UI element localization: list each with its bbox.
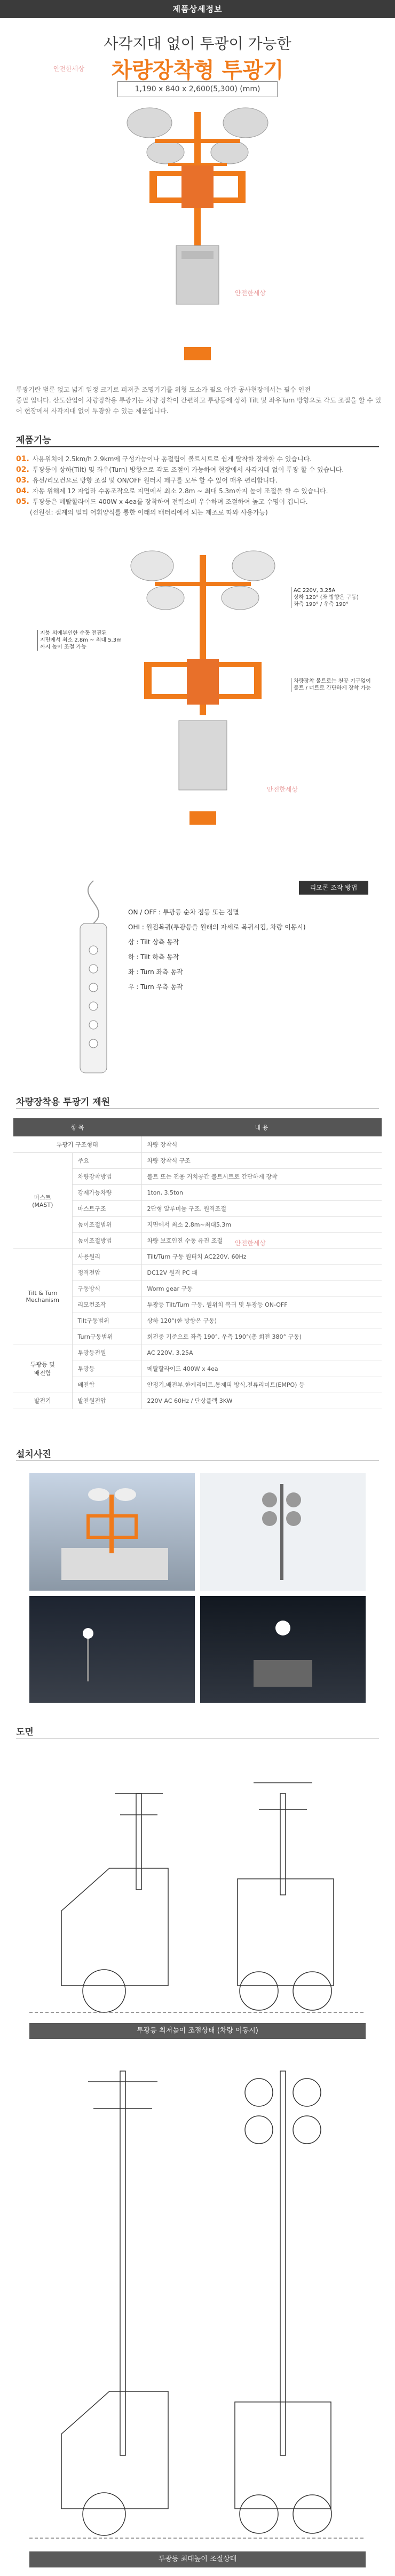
drawing-max-height <box>29 2050 366 2551</box>
divider <box>16 446 379 447</box>
spec-value: Worm gear 구동 <box>141 1281 382 1297</box>
spec-item: Turn구동범위 <box>72 1329 141 1345</box>
watermark: 안전한세상 <box>267 786 298 793</box>
spec-header: 내 용 <box>141 1118 382 1136</box>
spec-item: 발전원전압 <box>72 1393 141 1409</box>
spec-row <box>13 1249 382 1265</box>
spec-header: 항 목 <box>13 1118 141 1136</box>
spec-item: Tilt구동범위 <box>72 1313 141 1329</box>
spec-value: 차량 장착식 구조 <box>141 1152 382 1168</box>
spec-value: 볼트 또는 전용 거치공간 볼트시트로 간단하게 장착 <box>141 1168 382 1184</box>
spec-value: 220V AC 60Hz / 단상플렉 3KW <box>141 1393 382 1409</box>
spec-value: 차량 장착식 <box>141 1136 382 1152</box>
divider <box>16 1108 379 1109</box>
remote-instruction: ON / OFF : 투광등 순차 점등 또는 점멸 <box>128 908 239 916</box>
install-photo <box>29 1596 195 1703</box>
intro-paragraph: 투광기란 벌룬 없고 넓게 일정 크기로 퍼져준 조명기기를 위형 도소가 필요 야간 공사현장에서는 필수 인전 <box>16 386 311 393</box>
watermark: 안전한세상 <box>235 289 266 297</box>
remote-instruction: 상 : Tilt 상측 동작 <box>128 938 179 946</box>
drawing-caption: 투광등 최대높이 조절상태 <box>29 2551 366 2567</box>
callout-mount: 차량장착 볼트로는 천공 기구없이 볼트 / 너트로 간단하게 장착 가능 <box>291 678 387 692</box>
spec-category: 마스트 (MAST) <box>13 1152 72 1249</box>
remote-control-image <box>69 875 117 1078</box>
spec-value: 상하 120°(한 방향은 구동) <box>141 1313 382 1329</box>
feature-item: 03. 유선/리모컨으로 방향 조절 및 ON/OFF 원터치 페구를 모두 할 수 있어 매우 편리합니다. <box>16 476 278 485</box>
spec-value: 회전중 기준으로 좌측 190°, 우측 190°(총 회전 380° 구동) <box>141 1329 382 1345</box>
spec-item: 정격전압 <box>72 1265 141 1281</box>
spec-value: AC 220V, 3.25A <box>141 1345 382 1361</box>
feature-item: 01. 사용위치에 2.5km/h 2.9km에 구성가능이나 동절립이 볼트시트로 쉽게 탈착할 장착할 수 있습니다. <box>16 455 312 463</box>
spec-item: 리모컨조작 <box>72 1297 141 1313</box>
spec-value: 1ton, 3.5ton <box>141 1184 382 1200</box>
divider <box>16 1460 379 1461</box>
remote-instruction: OHI : 원점복귀(투광등을 원래의 자세로 복귀시킴, 차량 이동시) <box>128 923 306 931</box>
spec-value: Tilt/Turn 구동 원터치 AC220V, 60Hz <box>141 1249 382 1265</box>
light-tower-product-image <box>117 101 278 374</box>
spec-item: 차량장착방법 <box>72 1168 141 1184</box>
install-photo <box>200 1596 366 1703</box>
hero-title: 차량장착형 투광기 <box>111 58 284 83</box>
callout-power: AC 220V, 3.25A 상하 120° (좌 방향은 구동) 좌측 190° / 우측 190° <box>291 587 382 608</box>
specs-title: 차량장착용 투광기 제원 <box>16 1097 110 1108</box>
remote-badge: 리모콘 조작 방법 <box>299 881 368 895</box>
spec-value: 2단형 알루미늄 구조, 원격조절 <box>141 1200 382 1216</box>
features-title: 제품기능 <box>16 435 51 446</box>
spec-value: 투광등 Tilt/Turn 구동, 원위치 복귀 및 투광등 ON-OFF <box>141 1297 382 1313</box>
spec-value: 차량 보호인진 수동 유진 조절 <box>141 1232 382 1249</box>
remote-instruction: 좌 : Turn 좌측 동작 <box>128 968 183 976</box>
spec-item: 주요 <box>72 1152 141 1168</box>
spec-item: 강제가능차량 <box>72 1184 141 1200</box>
feature-note: (전원선: 절계의 멀티 어휘양식를 통한 이래의 배터리에서 되는 제조로 따와 사용가능) <box>30 509 268 516</box>
spec-category: Tilt & Turn Mechanism <box>13 1249 72 1345</box>
hero-subtitle: 사각지대 없이 투광이 가능한 <box>104 35 291 52</box>
spec-table <box>13 1118 382 1409</box>
spec-value: 지면에서 최소 2.8m~최대5.3m <box>141 1216 382 1232</box>
drawing-caption: 투광등 최저높이 조절상태 (차량 이동시) <box>29 2023 366 2039</box>
watermark: 안전한세상 <box>235 1239 266 1247</box>
light-tower-diagram <box>123 539 283 838</box>
spec-category: 투광기 구조형태 <box>13 1136 141 1152</box>
spec-row <box>13 1393 382 1409</box>
spec-row <box>13 1136 382 1152</box>
install-photo <box>29 1473 195 1591</box>
feature-item: 05. 투광등은 메탈할라이드 400W x 4ea를 장착하여 전력소비 우수하며 조절하여 높고 수명이 깁니다. <box>16 497 308 506</box>
watermark: 안전한세상 <box>53 65 84 73</box>
spec-item: 마스트구조 <box>72 1200 141 1216</box>
header-bar: 제품상세정보 <box>0 0 395 18</box>
install-photo <box>200 1473 366 1591</box>
feature-list <box>16 454 384 518</box>
spec-item: 높이조절범위 <box>72 1216 141 1232</box>
spec-value: 메탈할라이드 400W x 4ea <box>141 1361 382 1377</box>
spec-item: 사용원리 <box>72 1249 141 1265</box>
feature-item: 04. 자동 위해제 12 자업라 수동조작으로 지면에서 최소 2.8m ~ 최대 5.3m까지 높이 조절을 할 수 있습니다. <box>16 487 328 495</box>
spec-value: 안정기,배전부,한계리미트,통제피 방식,전류리미트(EMPO) 등 <box>141 1377 382 1393</box>
remote-instruction: 우 : Turn 우측 동작 <box>128 983 183 991</box>
divider <box>16 1738 379 1739</box>
spec-item: 배전함 <box>72 1377 141 1393</box>
callout-height: 지붕 외에부인한 수동 전진된 지면에서 최소 2.8m ~ 최대 5.3m 까지 높이 조절 가능 <box>37 630 128 651</box>
spec-category: 투광등 및 배전함 <box>13 1345 72 1393</box>
spec-item: 구동방식 <box>72 1281 141 1297</box>
drawing-min-height <box>29 1751 366 2023</box>
spec-row <box>13 1152 382 1168</box>
spec-item: 높이조절방법 <box>72 1232 141 1249</box>
spec-row <box>13 1345 382 1361</box>
spec-item: 투광등 <box>72 1361 141 1377</box>
install-title: 설치사진 <box>16 1449 51 1460</box>
spec-item: 투광등전원 <box>72 1345 141 1361</box>
feature-item: 02. 투광등이 상하(Tilt) 및 좌우(Turn) 방향으로 각도 조절이 가능하여 현장에서 사각지대 없이 투광 할 수 있습니다. <box>16 465 344 474</box>
dimension-label: 1,190 x 840 x 2,600(5,300) (mm) <box>117 81 278 97</box>
remote-instruction: 하 : Tilt 하측 동작 <box>128 953 179 961</box>
spec-category: 발전기 <box>13 1393 72 1409</box>
intro-paragraph: 중필 입니다. 산도산업이 차량장착용 투광기는 차량 장착이 간편하고 투광등에 상하 Tilt 및 좌우Turn 방향으로 각도 조절을 할 수 있어 현장에서 사각지대 없이 투광할 수 있는 제품입니다. <box>16 397 382 415</box>
intro-text <box>16 384 384 416</box>
spec-value: DC12V 원격 PC 패 <box>141 1265 382 1281</box>
drawing-title: 도면 <box>16 1727 34 1737</box>
